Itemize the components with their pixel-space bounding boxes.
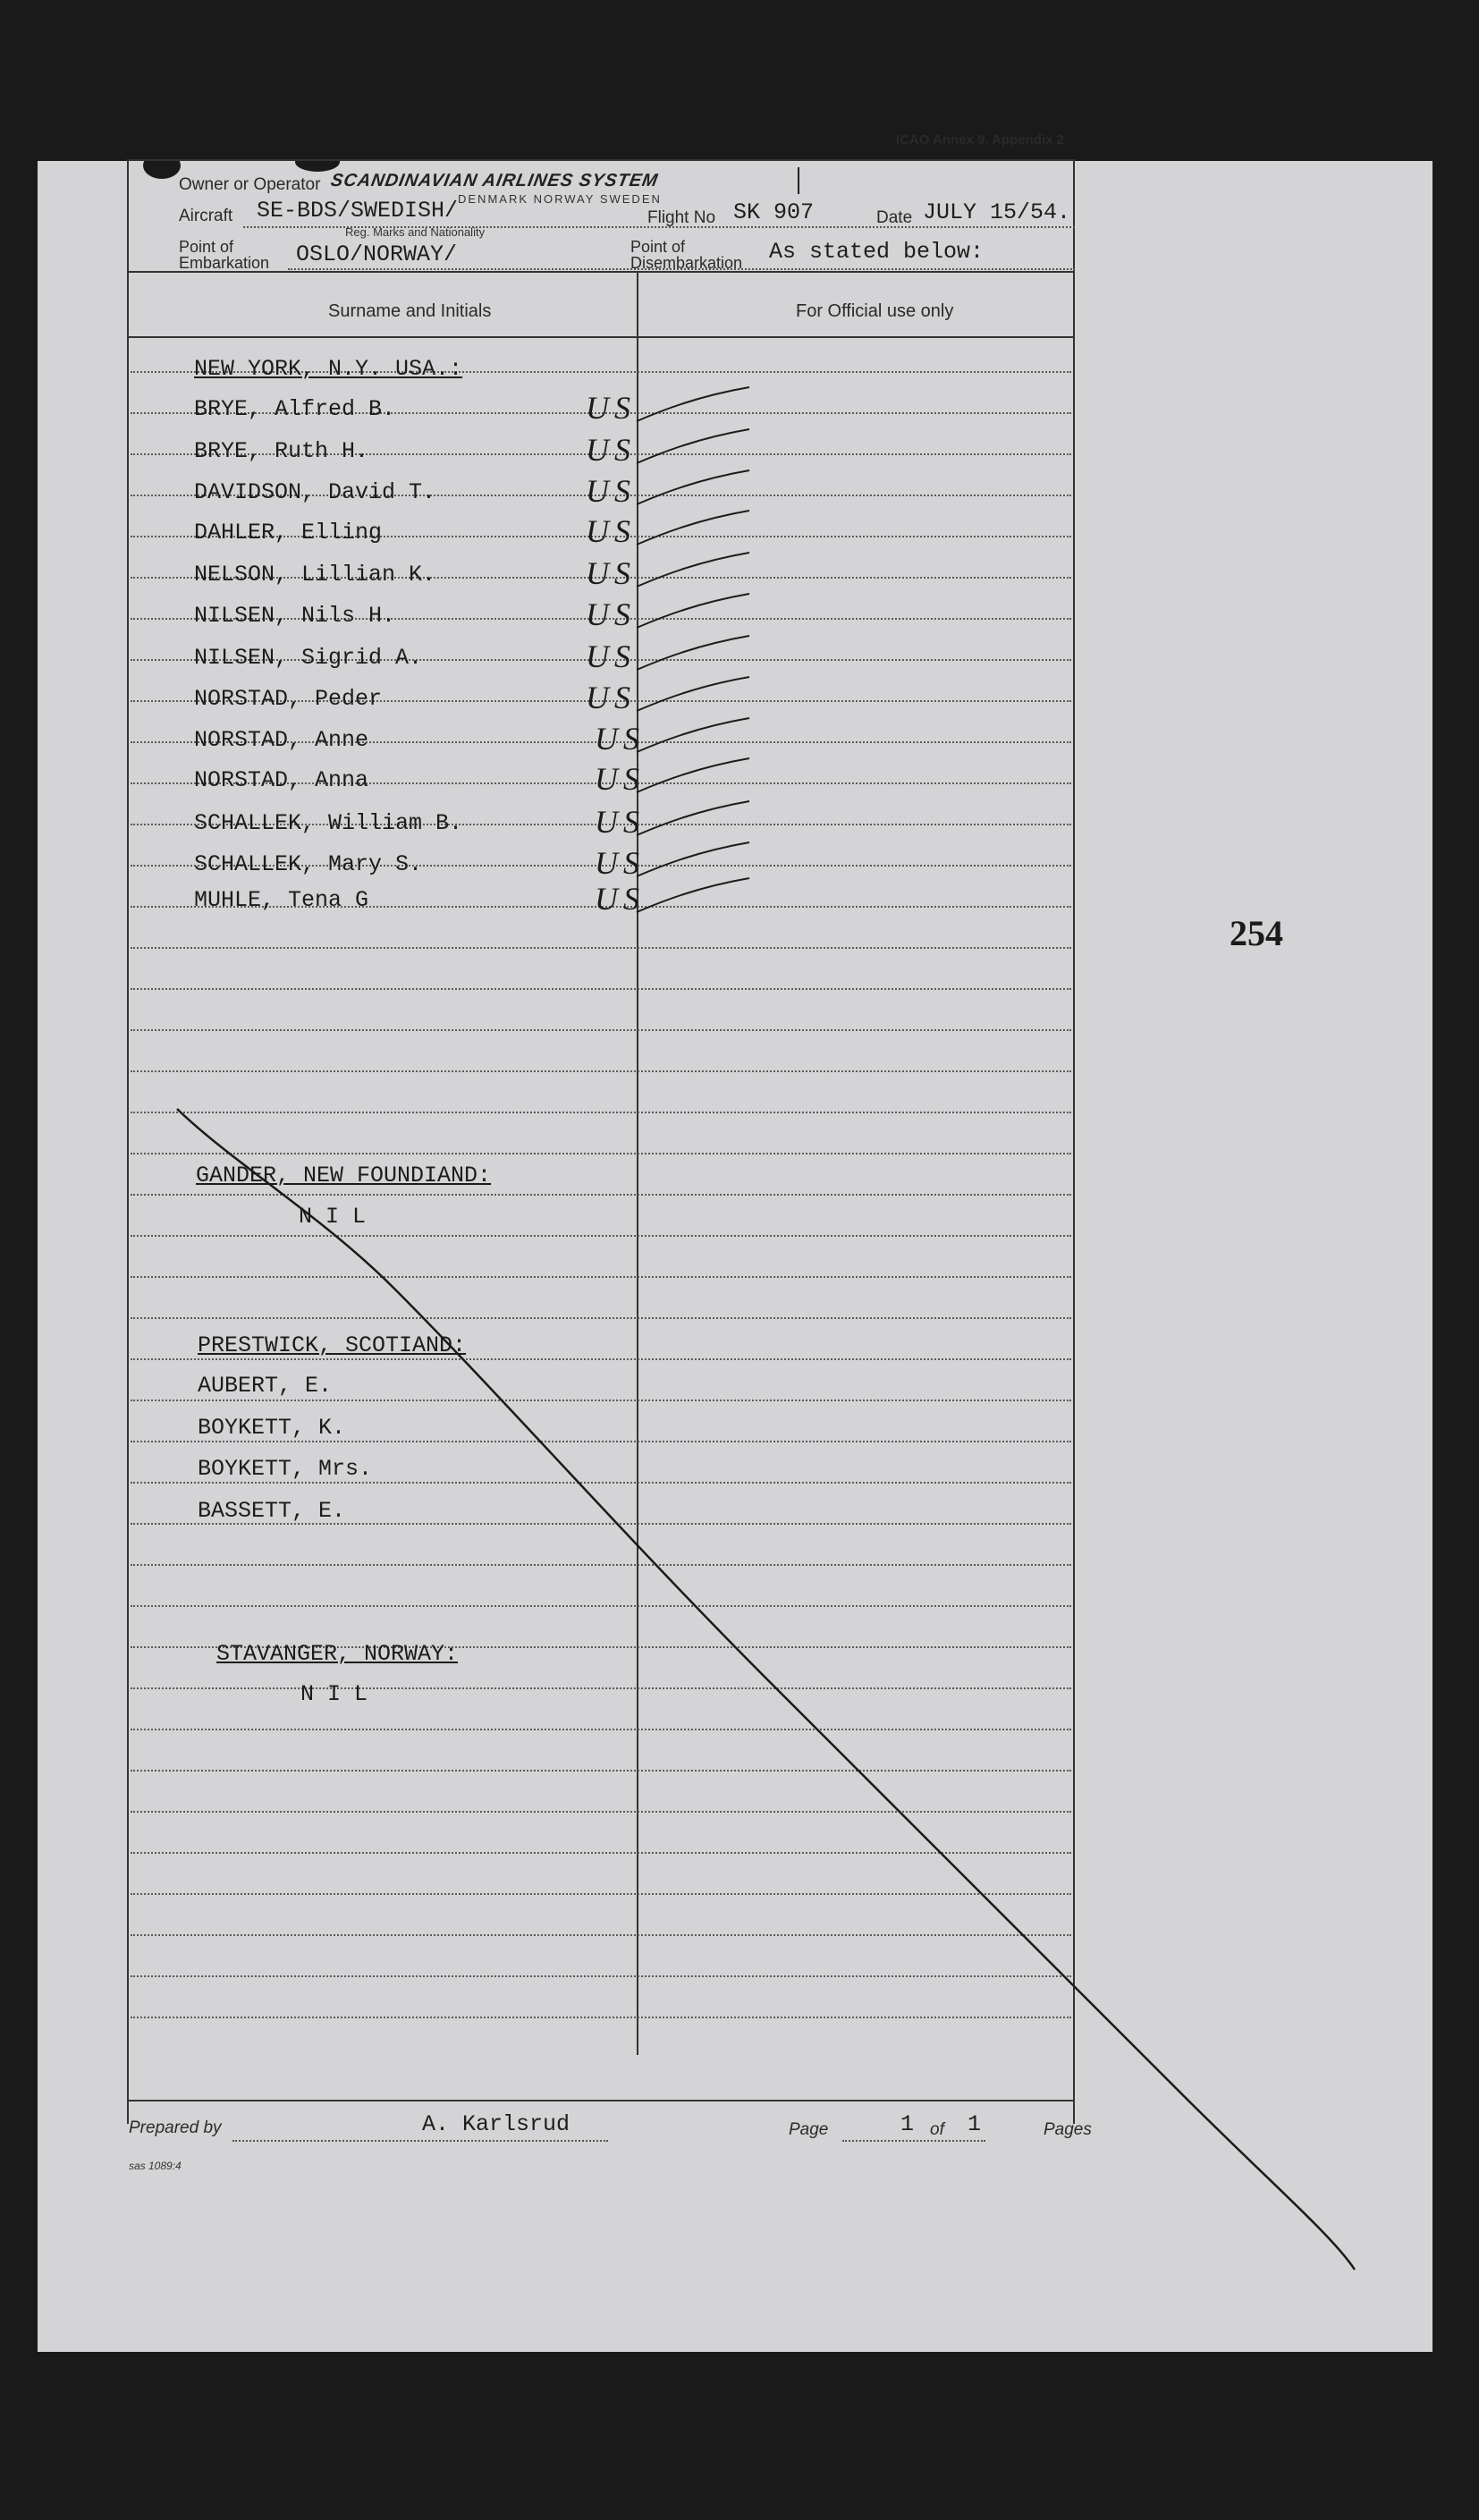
prepared-by-label: Prepared by	[129, 2118, 222, 2137]
destination-heading: GANDER, NEW FOUNDIAND:	[196, 1163, 492, 1188]
embark-label-line2: Embarkation	[179, 254, 270, 272]
passenger-name: NORSTAD, Anna	[194, 767, 369, 793]
passenger-name: BASSETT, E.	[198, 1498, 346, 1524]
page-label: Page	[789, 2120, 829, 2139]
page-total: 1	[968, 2111, 982, 2137]
passenger-name: NILSEN, Sigrid A.	[194, 645, 423, 671]
citizenship-mark: US	[586, 432, 636, 468]
operator-countries: DENMARK NORWAY SWEDEN	[458, 192, 662, 206]
passenger-name: NILSEN, Nils H.	[194, 603, 396, 629]
flight-label: Flight No	[647, 208, 716, 227]
aircraft-label: Aircraft	[179, 207, 233, 225]
pages-label: Pages	[1044, 2120, 1092, 2139]
citizenship-mark: US	[586, 513, 636, 549]
passenger-name: SCHALLEK, Mary S.	[194, 851, 423, 877]
disembark-label-line2: Disembarkation	[630, 254, 743, 272]
of-label: of	[930, 2120, 944, 2139]
passenger-name: NELSON, Lillian K.	[194, 562, 436, 588]
passenger-name: DAVIDSON, David T.	[194, 479, 436, 505]
citizenship-mark: US	[595, 761, 645, 797]
citizenship-mark: US	[586, 638, 636, 674]
citizenship-mark: US	[595, 804, 645, 840]
passenger-name: BRYE, Alfred B.	[194, 396, 396, 422]
passenger-name: BOYKETT, K.	[198, 1415, 346, 1441]
citizenship-mark: US	[586, 473, 636, 509]
surname-column-header: Surname and Initials	[328, 301, 492, 321]
aircraft-sublabel: Reg. Marks and Nationality	[345, 225, 486, 239]
aircraft-value: SE-BDS/SWEDISH/	[257, 198, 459, 224]
destination-heading: NEW YORK, N.Y. USA.:	[194, 356, 463, 382]
form-code: sas 1089:4	[129, 2160, 182, 2172]
passenger-name: DAHLER, Elling	[194, 520, 383, 545]
citizenship-mark: US	[586, 680, 636, 715]
disembark-label-line1: Point of	[630, 238, 686, 256]
passenger-name: N I L	[299, 1204, 367, 1230]
form-reference: ICAO Annex 9, Appendix 2	[895, 132, 1064, 148]
passenger-name: MUHLE, Tena G	[194, 887, 369, 913]
passenger-name: BOYKETT, Mrs.	[198, 1456, 373, 1482]
passenger-name: BRYE, Ruth H.	[194, 438, 369, 464]
official-column-header: For Official use only	[796, 301, 954, 321]
citizenship-mark: US	[586, 555, 636, 591]
destination-heading: STAVANGER, NORWAY:	[216, 1641, 459, 1667]
prepared-by-name: A. Karlsrud	[422, 2111, 570, 2137]
passenger-name: NORSTAD, Anne	[194, 727, 369, 753]
disembark-value: As stated below:	[769, 239, 985, 265]
passenger-name: NORSTAD, Peder	[194, 686, 383, 712]
archive-number: 254	[1230, 913, 1283, 953]
citizenship-mark: US	[586, 390, 636, 426]
embark-label-line1: Point of	[179, 238, 234, 256]
passenger-name: SCHALLEK, William B.	[194, 810, 463, 836]
destination-heading: PRESTWICK, SCOTIAND:	[198, 1332, 467, 1358]
flight-number: SK 907	[733, 199, 815, 225]
owner-label: Owner or Operator	[179, 175, 321, 194]
page-number: 1	[900, 2111, 915, 2137]
passenger-name: N I L	[300, 1681, 368, 1707]
citizenship-mark: US	[595, 845, 645, 881]
date-label: Date	[876, 208, 913, 227]
embark-value: OSLO/NORWAY/	[296, 241, 458, 267]
passenger-name: AUBERT, E.	[198, 1373, 333, 1399]
diagonal-pen-strike	[177, 1109, 1355, 2270]
citizenship-mark: US	[595, 721, 645, 757]
citizenship-mark: US	[595, 881, 645, 917]
citizenship-mark: US	[586, 596, 636, 632]
flight-date: JULY 15/54.	[923, 199, 1071, 225]
operator-name: SCANDINAVIAN AIRLINES SYSTEM	[329, 171, 660, 190]
